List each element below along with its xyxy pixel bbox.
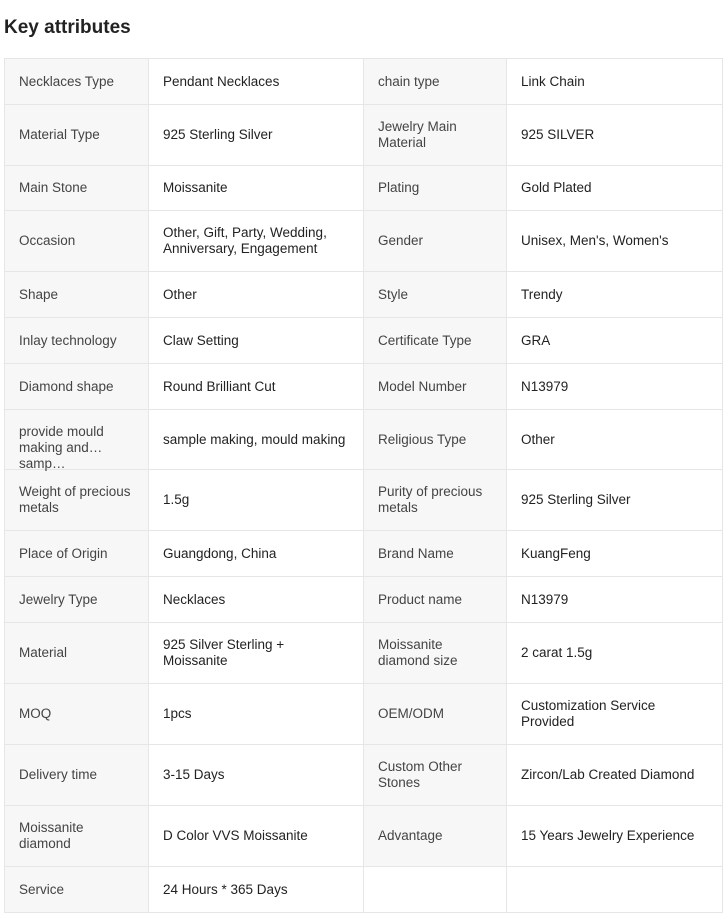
- attribute-key: Moissanite diamond size: [364, 623, 507, 684]
- attribute-value: Customization Service Provided: [507, 684, 723, 745]
- attribute-value: 3-15 Days: [149, 745, 364, 806]
- attribute-key: Gender: [364, 211, 507, 272]
- table-row: [5, 684, 723, 745]
- attribute-value: N13979: [507, 577, 723, 623]
- attribute-value: Moissanite: [149, 166, 364, 211]
- table-row: [5, 166, 723, 211]
- attribute-value: Necklaces: [149, 577, 364, 623]
- attribute-value: Pendant Necklaces: [149, 59, 364, 105]
- table-row: [5, 364, 723, 410]
- attribute-value: 925 Silver Sterling + Moissanite: [149, 623, 364, 684]
- attribute-value: Unisex, Men's, Women's: [507, 211, 723, 272]
- section-title: Key attributes: [4, 17, 131, 38]
- attribute-key: OEM/ODM: [364, 684, 507, 745]
- attribute-value: KuangFeng: [507, 531, 723, 577]
- attribute-key: Inlay technology: [5, 318, 149, 364]
- attribute-value: 24 Hours * 365 Days: [149, 867, 364, 913]
- attribute-value: D Color VVS Moissanite: [149, 806, 364, 867]
- attribute-key: Material: [5, 623, 149, 684]
- attribute-value: Link Chain: [507, 59, 723, 105]
- attribute-value: Other: [507, 410, 723, 470]
- attribute-value: 925 Sterling Silver: [507, 470, 723, 531]
- attribute-value: GRA: [507, 318, 723, 364]
- attribute-key: Product name: [364, 577, 507, 623]
- attribute-key: Occasion: [5, 211, 149, 272]
- attribute-key: Main Stone: [5, 166, 149, 211]
- attribute-key: Necklaces Type: [5, 59, 149, 105]
- table-row: [5, 577, 723, 623]
- attribute-value: 925 Sterling Silver: [149, 105, 364, 166]
- attribute-value: Zircon/Lab Created Diamond: [507, 745, 723, 806]
- attribute-key: Material Type: [5, 105, 149, 166]
- empty-cell: [364, 867, 507, 913]
- attribute-key: Shape: [5, 272, 149, 318]
- table-row: [5, 623, 723, 684]
- attribute-key: Delivery time: [5, 745, 149, 806]
- attribute-key: Style: [364, 272, 507, 318]
- attribute-key: provide mould making and samp…: [5, 410, 149, 470]
- table-row: [5, 745, 723, 806]
- attribute-key: Jewelry Main Material: [364, 105, 507, 166]
- attribute-key: MOQ: [5, 684, 149, 745]
- table-row: [5, 59, 723, 105]
- attribute-value: 15 Years Jewelry Experience: [507, 806, 723, 867]
- table-row: [5, 318, 723, 364]
- attribute-value: Trendy: [507, 272, 723, 318]
- attributes-table: [4, 58, 723, 913]
- attribute-key: chain type: [364, 59, 507, 105]
- attribute-value: sample making, mould making: [149, 410, 364, 470]
- attribute-value: Gold Plated: [507, 166, 723, 211]
- attribute-value: 1.5g: [149, 470, 364, 531]
- empty-cell: [507, 867, 723, 913]
- table-row: [5, 272, 723, 318]
- attribute-value: Guangdong, China: [149, 531, 364, 577]
- attribute-value: Claw Setting: [149, 318, 364, 364]
- attribute-value: 925 SILVER: [507, 105, 723, 166]
- attribute-value: N13979: [507, 364, 723, 410]
- table-row: [5, 806, 723, 867]
- attribute-key: Brand Name: [364, 531, 507, 577]
- attribute-key: Place of Origin: [5, 531, 149, 577]
- attribute-key: Purity of precious metals: [364, 470, 507, 531]
- table-row: [5, 105, 723, 166]
- attribute-key: Model Number: [364, 364, 507, 410]
- attribute-key: Certificate Type: [364, 318, 507, 364]
- attribute-value: Other: [149, 272, 364, 318]
- attribute-key: Diamond shape: [5, 364, 149, 410]
- attribute-value: Round Brilliant Cut: [149, 364, 364, 410]
- attribute-value: Other, Gift, Party, Wedding, Anniversary, Engagement: [149, 211, 364, 272]
- attribute-key: Advantage: [364, 806, 507, 867]
- attribute-key: Religious Type: [364, 410, 507, 470]
- attribute-key: Weight of precious metals: [5, 470, 149, 531]
- attribute-key: Plating: [364, 166, 507, 211]
- attribute-key: Service: [5, 867, 149, 913]
- attribute-value: 1pcs: [149, 684, 364, 745]
- attribute-key: Moissanite diamond: [5, 806, 149, 867]
- table-row: [5, 410, 723, 470]
- attribute-value: 2 carat 1.5g: [507, 623, 723, 684]
- attribute-key: Jewelry Type: [5, 577, 149, 623]
- table-row: [5, 867, 723, 913]
- table-row: [5, 531, 723, 577]
- attribute-key: Custom Other Stones: [364, 745, 507, 806]
- table-row: [5, 470, 723, 531]
- table-row: [5, 211, 723, 272]
